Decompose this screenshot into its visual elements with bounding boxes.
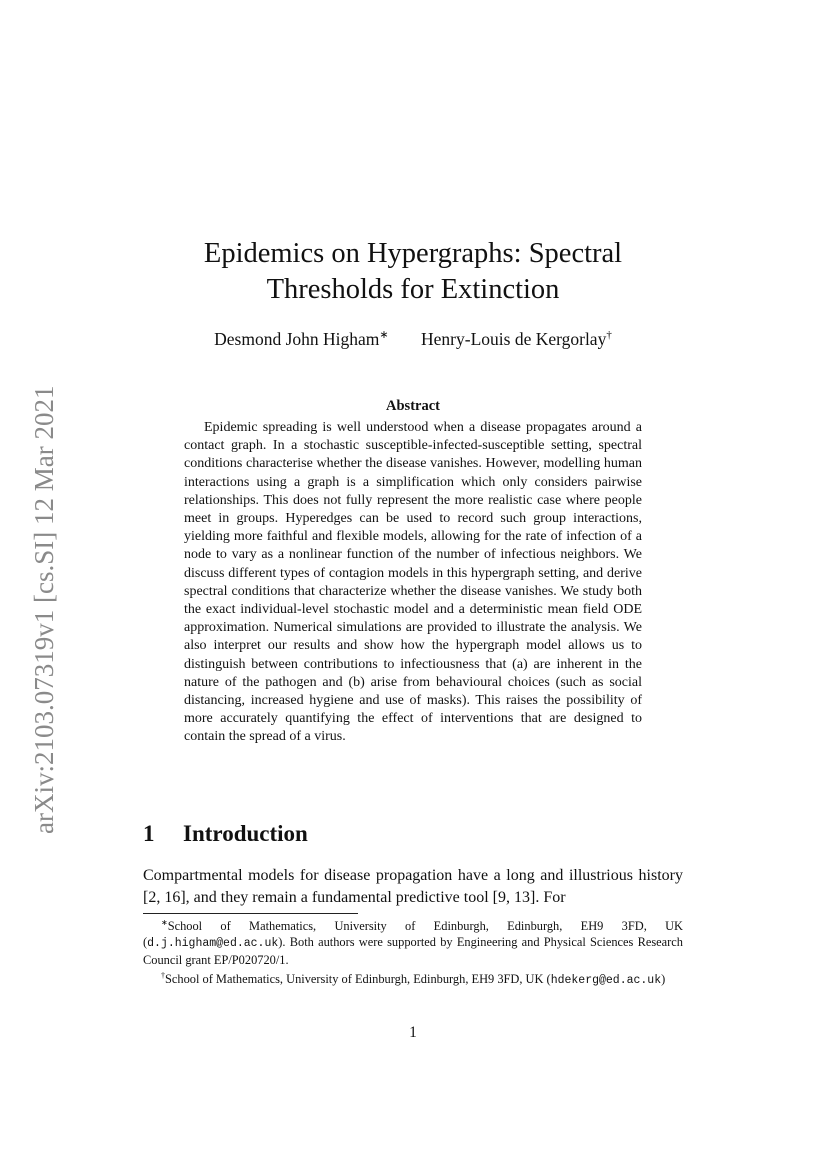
footnote-mark: ∗	[379, 329, 389, 341]
footnote-text: ). Both authors were supported by Engineering and Physical Sciences Research Council grant EP/P020720/1.	[143, 935, 683, 968]
footnote-1	[143, 915, 683, 968]
footnote-2	[143, 968, 683, 989]
paper-title: Epidemics on Hypergraphs: Spectral Thresholds for Extinction	[203, 238, 623, 305]
author-name: Henry-Louis de Kergorlay	[421, 328, 607, 349]
footnote-divider	[143, 913, 358, 914]
page-number: 1	[409, 1024, 417, 1041]
footnote-mark: ∗	[161, 918, 168, 927]
section-number: 1	[143, 821, 155, 846]
author-name: Desmond John Higham	[214, 328, 380, 349]
arxiv-identifier: arXiv:2103.07319v1 [cs.SI] 12 Mar 2021	[29, 385, 59, 835]
author-1	[214, 328, 389, 350]
footnote-mark: †	[161, 971, 165, 981]
footnote-mark: †	[606, 329, 612, 341]
section-title: Introduction	[183, 821, 308, 846]
abstract-heading: Abstract	[386, 398, 440, 414]
footnote-text: School of Mathematics, University of Edinburgh, Edinburgh, EH9 3FD, UK (	[165, 972, 551, 987]
author-2	[421, 329, 612, 350]
section-heading	[143, 821, 683, 847]
footnote-text: School of Mathematics, University of Edinburgh, Edinburgh, EH9 3FD, UK (	[143, 919, 683, 950]
email-link[interactable]: d.j.higham@ed.ac.uk	[147, 937, 279, 951]
email-link[interactable]: hdekerg@ed.ac.uk	[550, 974, 662, 988]
abstract-text: Epidemic spreading is well understood when a disease propagates around a contact graph. In a stochastic susceptible-infected-susceptible setting, spectral conditions characterise whether the disease vanishes. However, modelling human interactions using a graph is a simplification which only considers pairwise relationships. This does not fully represent the more realistic case where people meet in groups. Hyperedges can be used to record such group interactions, yielding more faithful and flexible models, allowing for the rate of infection of a node to vary as a nonlinear function of the number of infectious neighbors. We discuss different types of contagion models in this hypergraph setting, and derive spectral conditions that characterize whether the disease vanishes. We study both the exact individual-level stochastic model and a deterministic mean field ODE approximation. Numerical simulations are provided to illustrate the analysis. We also interpret our results and show how the hypergraph model allows us to distinguish between contributions to infectiousness that (a) are inherent in the nature of the pathogen and (b) arise from behavioural choices (such as social distancing, increased hygiene and use of masks). This raises the possibility of more accurately quantifying the effect of interventions that are designed to contain the spread of a virus.	[184, 420, 642, 745]
footnotes	[143, 915, 683, 989]
footnote-text: )	[661, 972, 666, 987]
author-list	[140, 328, 686, 350]
introduction-text: Compartmental models for disease propagation have a long and illustrious history [2, 16], and they remain a fundamental predictive tool [9, 13]. For	[143, 867, 683, 906]
